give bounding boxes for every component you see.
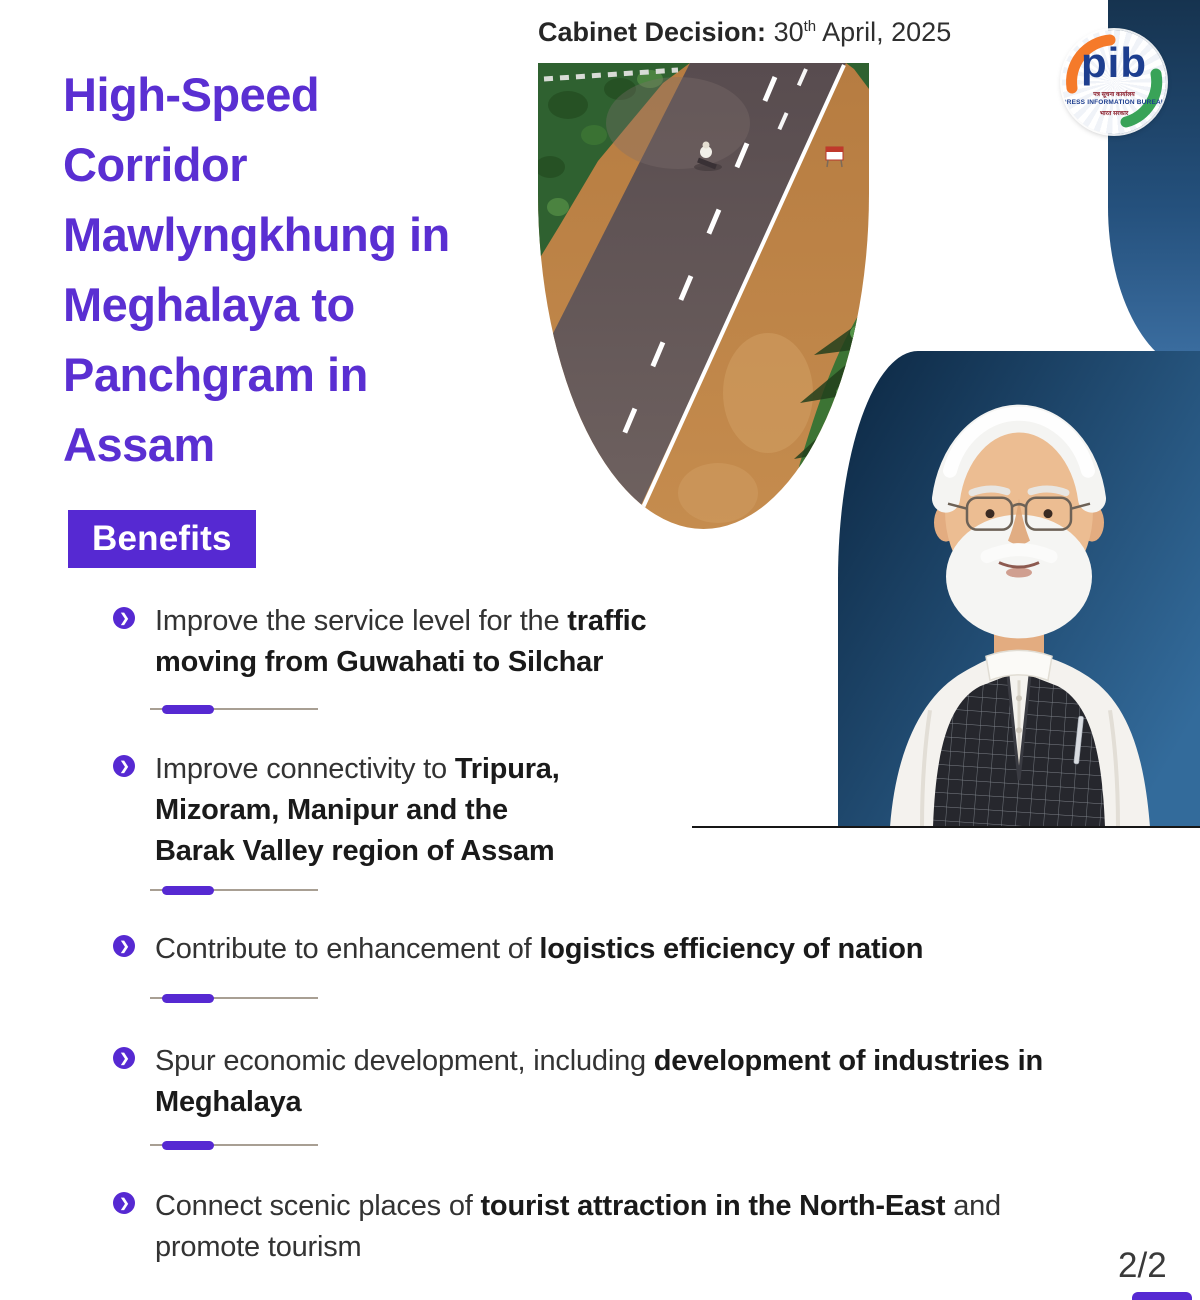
benefit-text: Improve connectivity to Tripura, Mizoram, Manipur and the Barak Valley region of Assam: [155, 753, 560, 867]
chevron-bullet-icon: ❯: [113, 755, 135, 777]
chevron-bullet-icon: ❯: [113, 607, 135, 629]
title-line: Meghalaya to: [63, 278, 355, 331]
benefit-item: [113, 749, 593, 872]
divider-pill: [162, 886, 214, 895]
bottom-tab: [1132, 1292, 1192, 1300]
benefit-text: Improve the service level for the traffic moving from Guwahati to Silchar: [155, 605, 647, 678]
pib-hindi-line: पत्र सूचना कार्यालय: [1093, 92, 1135, 98]
benefit-text: Spur economic development, including development of industries in Meghalaya: [155, 1045, 1043, 1118]
pib-wordmark: pib: [1081, 39, 1147, 86]
benefit-item: [113, 929, 1103, 970]
title-line: High-Speed: [63, 68, 320, 121]
benefits-badge: Benefits: [68, 510, 256, 568]
title-line: Corridor: [63, 138, 247, 191]
title-line: Mawlyngkhung in: [63, 208, 450, 261]
divider-pill: [162, 705, 214, 714]
chevron-bullet-icon: ❯: [113, 935, 135, 957]
cabinet-decision-day: 30: [773, 17, 804, 47]
benefit-item: [113, 601, 733, 683]
cabinet-decision-label: Cabinet Decision:: [538, 17, 767, 47]
chevron-bullet-icon: ❯: [113, 1192, 135, 1214]
benefit-text: Connect scenic places of tourist attraction in the North-East and promote tourism: [155, 1190, 1001, 1263]
pib-english-line: PRESS INFORMATION BUREAU: [1062, 99, 1166, 106]
divider: [150, 997, 318, 999]
benefit-item: [113, 1041, 1058, 1123]
benefit-text: Contribute to enhancement of logistics efficiency of nation: [155, 933, 924, 965]
cabinet-decision-ordinal: th: [803, 18, 817, 35]
benefits-list: [113, 0, 1200, 1300]
divider-pill: [162, 1141, 214, 1150]
page-indicator: 2/2: [1118, 1246, 1167, 1285]
title-line: Panchgram in: [63, 348, 368, 401]
divider: [150, 708, 318, 710]
divider: [150, 1144, 318, 1146]
cabinet-decision-date: April, 2025: [816, 17, 952, 47]
pib-govt-line: भारत सरकार: [1099, 111, 1129, 117]
benefit-item: [113, 1186, 1013, 1268]
title-line: Assam: [63, 418, 215, 471]
chevron-bullet-icon: ❯: [113, 1047, 135, 1069]
divider-pill: [162, 994, 214, 1003]
divider: [150, 889, 318, 891]
